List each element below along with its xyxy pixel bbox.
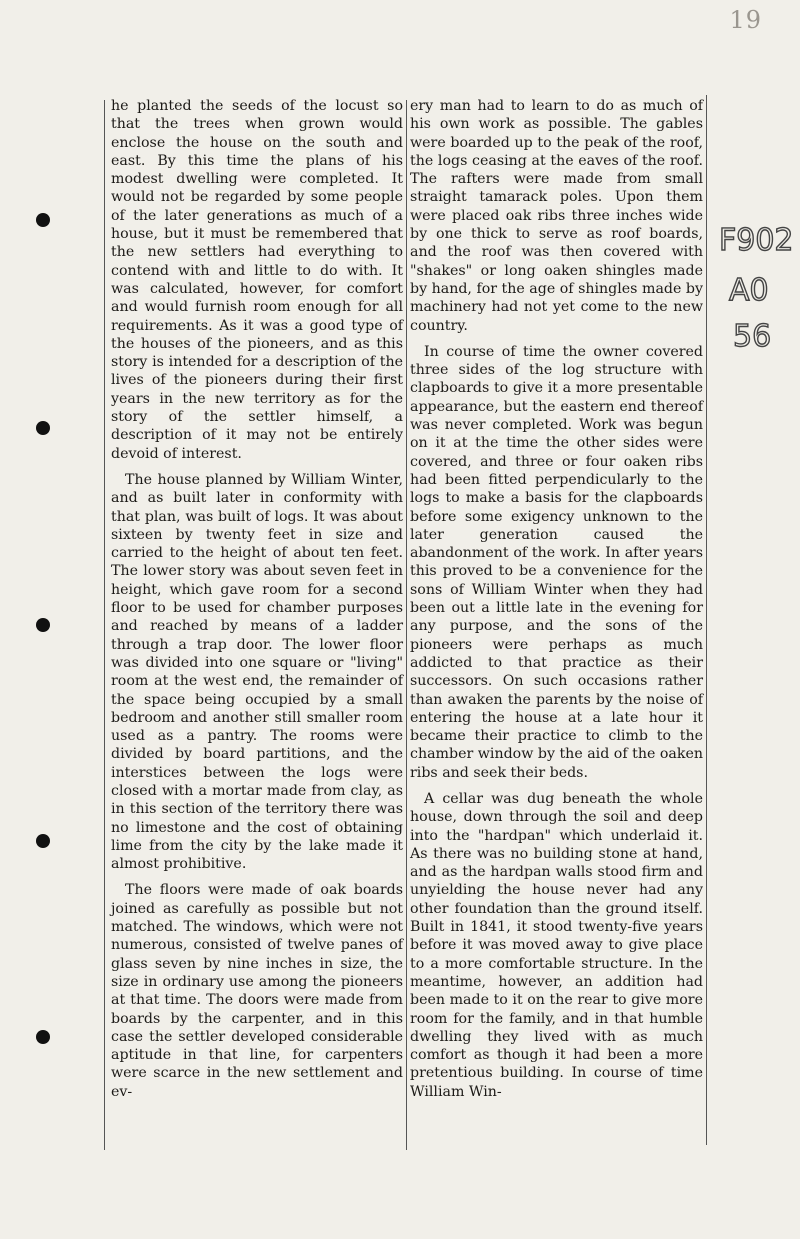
center-column-rule [406, 100, 407, 1150]
left-paragraph-2: The house planned by William Winter, and as built later in conformity with that plan, was built of logs. It was about sixteen by twenty feet in size and carried to the height of about ten feet. The lower story was about seven feet in height, which gave room for a second floor to be used for chamber purposes and reached by means of a ladder through a trap door. The lower floor was divided into one square or "living" room at the west end, the remainder of the space being occupied by a small bedroom and another still smaller room used as a pantry. The rooms were divided by board partitions, and the interstices between the logs were closed with a mortar made from clay, as in this section of the territory there was no limestone and the cost of obtaining lime from the city by the lake made it almost prohibitive. [111, 471, 403, 873]
left-text-column [111, 97, 403, 1109]
margin-note-line-3: 56 [733, 319, 772, 354]
handwritten-margin-note [715, 218, 795, 358]
page-number: 19 [729, 6, 762, 34]
right-paragraph-2: In course of time the owner covered three sides of the log structure with clapboards to give it a more presentable appearance, but the eastern end thereof was never completed. Work was begun on it at the time the other sides were covered, and three or four oaken ribs had been fitted perpendicularly to the logs to make a basis for the clapboards before some exigency unknown to the later generation caused the abandonment of the work. In after years this proved to be a convenience for the sons of William Winter when they had been out a little late in the evening for any purpose, and the sons of the pioneers were perhaps as much addicted to that practice as their successors. On such occasions rather than awaken the parents by the noise of entering the house at a late hour it became their practice to climb to the chamber window by the aid of the oaken ribs and seek their beds. [410, 343, 703, 781]
punch-hole [36, 618, 50, 632]
right-text-column [410, 97, 703, 1109]
left-column-rule [104, 100, 105, 1150]
right-paragraph-1: ery man had to learn to do as much of his own work as possible. The gables were boarded up to the peak of the roof, the logs ceasing at the eaves of the roof. The rafters were made from small straight tamarack poles. Upon them were placed oak ribs three inches wide by one thick to serve as roof boards, and the roof was then covered with "shakes" or long oaken shingles made by hand, for the age of shingles made by machinery had not yet come to the new country. [410, 98, 703, 334]
punch-hole [36, 213, 50, 227]
margin-note-line-2: A0 [729, 273, 769, 308]
left-paragraph-1: he planted the seeds of the locust so that the trees when grown would enclose the house on the south and east. By this time the plans of his modest dwelling were completed. It would not be regarded by some people of the later generations as much of a house, but it must be remembered that the new settlers had everything to contend with and little to do with. It was calculated, however, for comfort and would furnish room enough for all requirements. As it was a good type of the houses of the pioneers, and as this story is intended for a description of the lives of the pioneers during their first years in the new territory as for the story of the settler himself, a description of it may not be entirely devoid of interest. [111, 98, 403, 462]
margin-note-line-1: F902 [719, 223, 794, 258]
punch-hole [36, 421, 50, 435]
right-paragraph-3: A cellar was dug beneath the whole house, down through the soil and deep into the "hardpan" which underlaid it. As there was no building stone at hand, and as the hardpan walls stood firm and unyielding the house never had any other foundation than the ground itself. Built in 1841, it stood twenty-five years before it was moved away to give place to a more comfortable structure. In the meantime, however, an addition had been made to it on the rear to give more room for the family, and in that humble dwelling they lived with as much comfort as though it had been a more pretentious building. In course of time William Win- [410, 790, 703, 1100]
punch-hole [36, 834, 50, 848]
left-paragraph-3: The floors were made of oak boards joined as carefully as possible but not matched. The windows, which were not numerous, consisted of twelve panes of glass seven by nine inches in size, the size in ordinary use among the pioneers at that time. The doors were made from boards by the carpenter, and in this case the settler developed considerable aptitude in that line, for carpenters were scarce in the new settlement and ev- [111, 882, 403, 1100]
right-column-rule [706, 95, 707, 1145]
punch-hole [36, 1030, 50, 1044]
